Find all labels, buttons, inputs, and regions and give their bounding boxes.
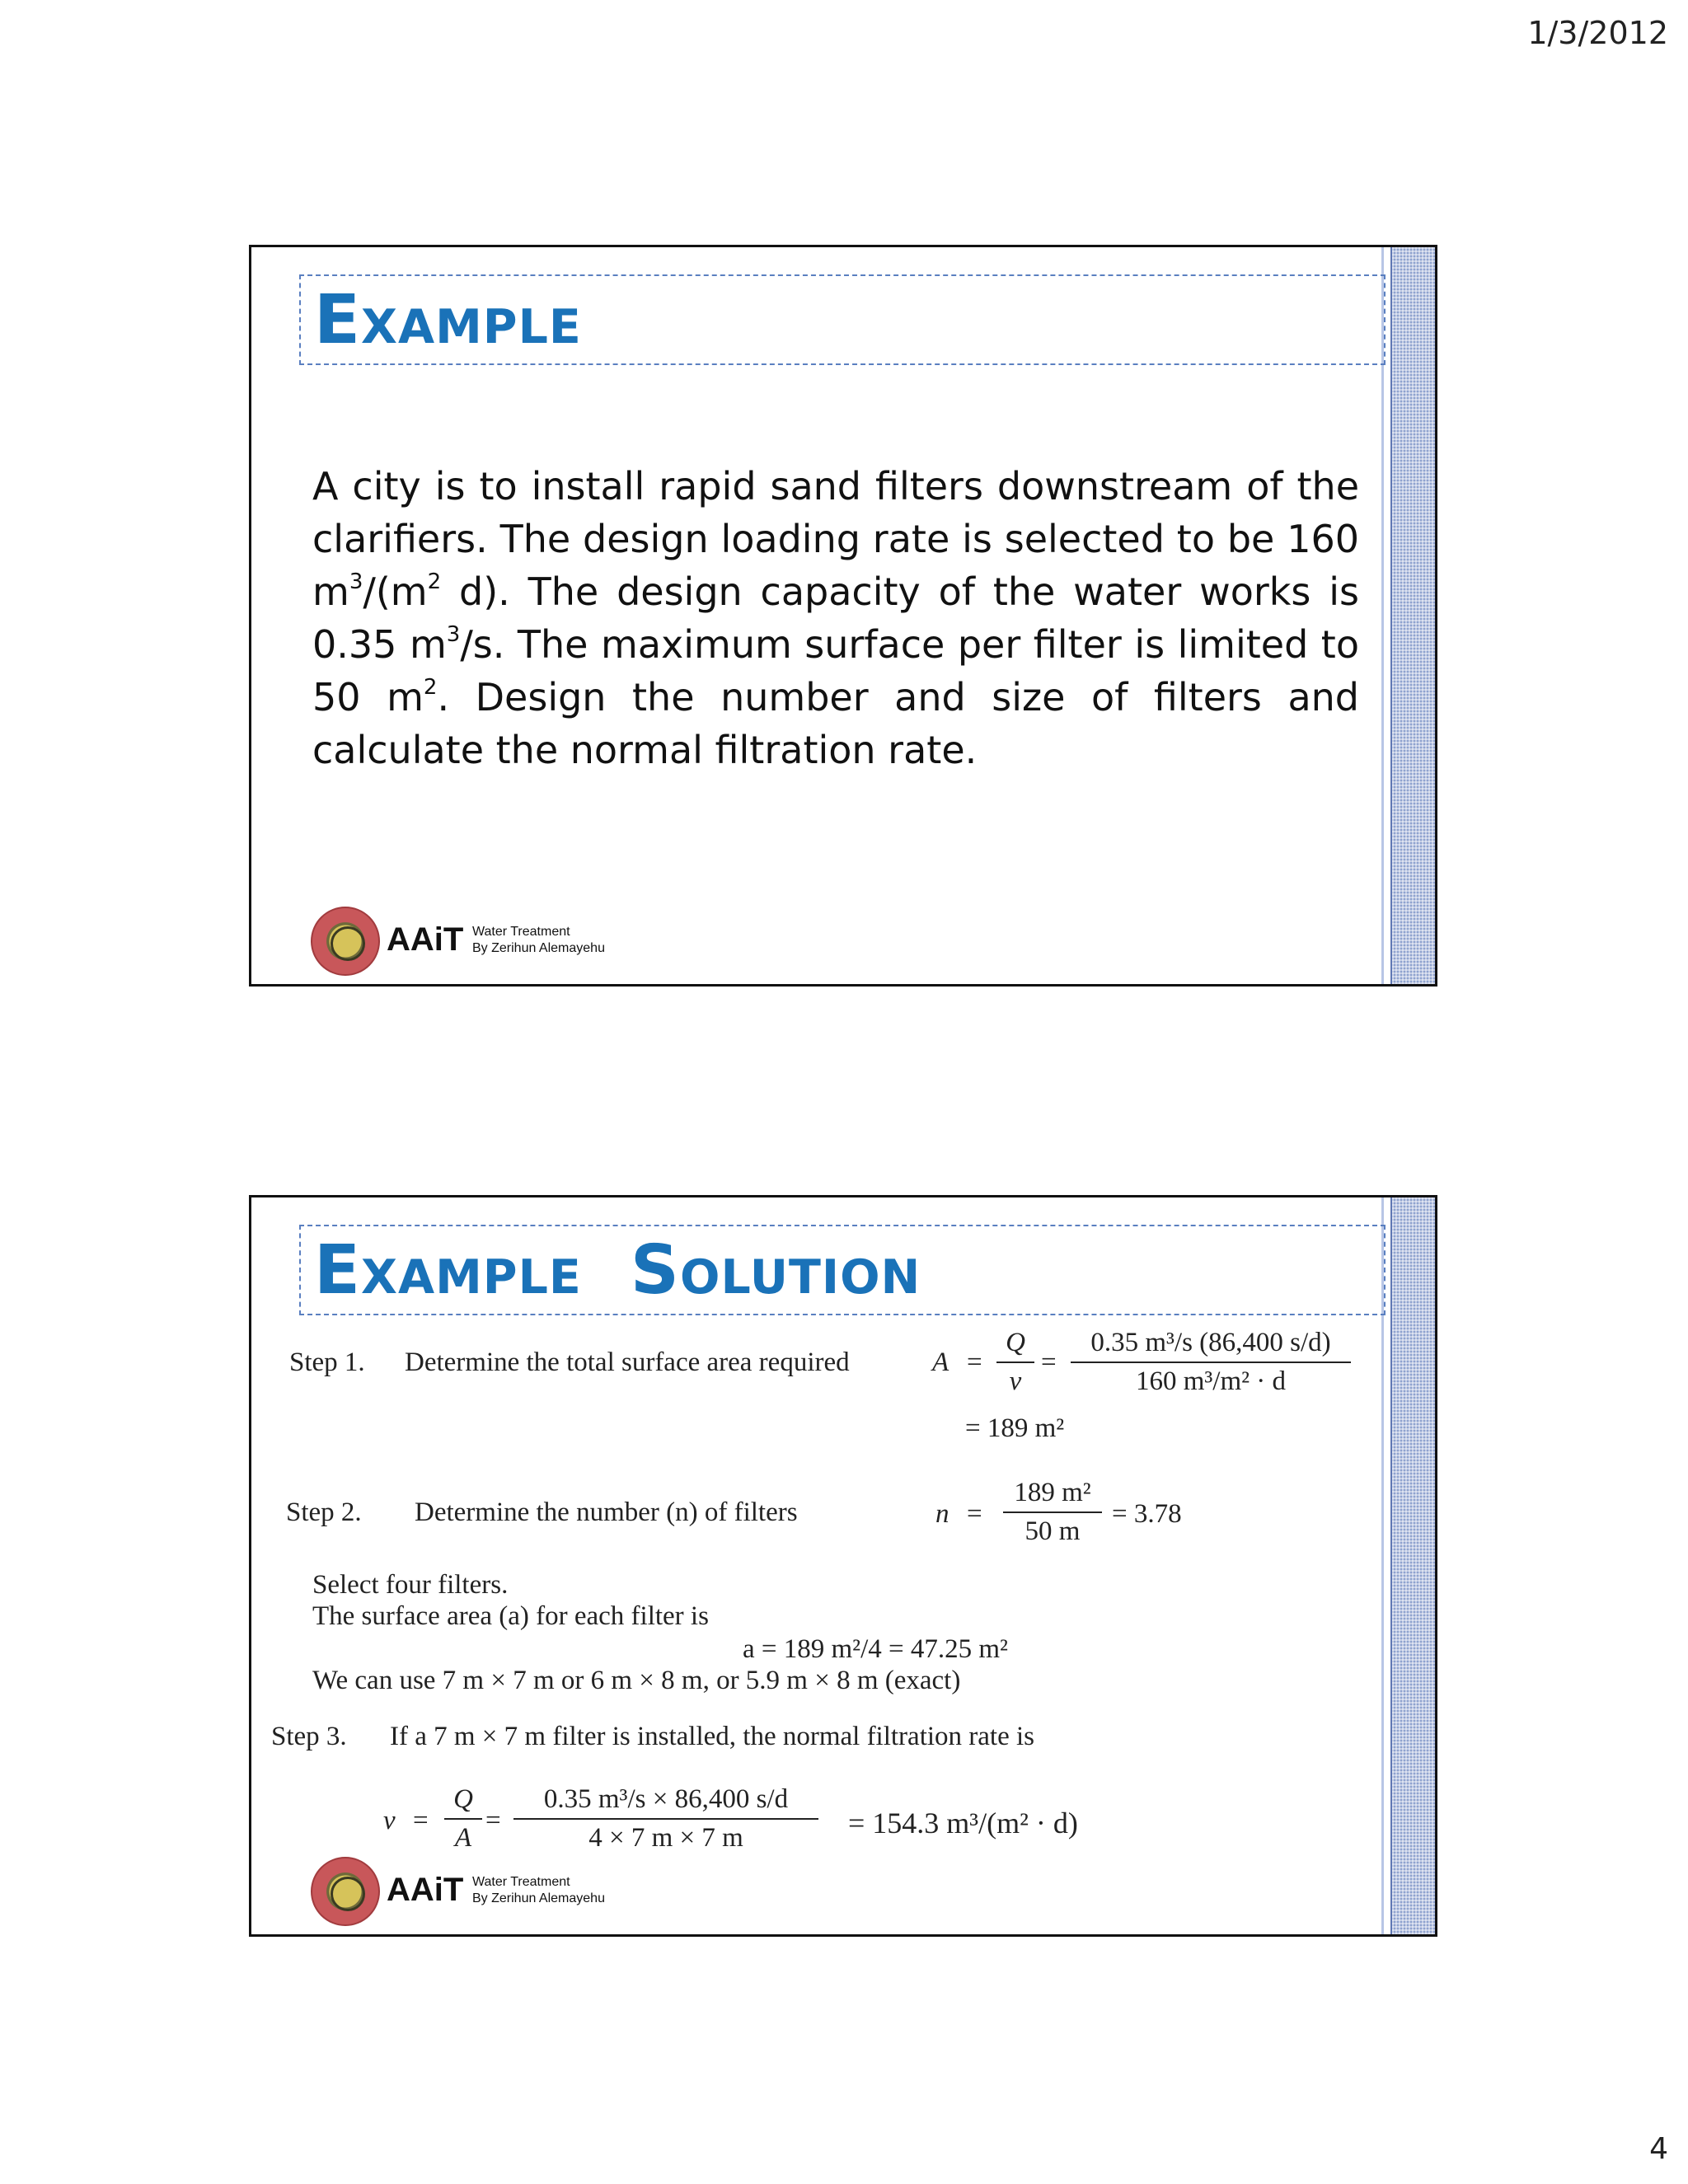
slide-title: Example Solution xyxy=(314,1231,921,1310)
step2-label: Step 2. xyxy=(286,1497,362,1527)
title-placeholder xyxy=(299,274,1386,365)
step1-result: = 189 m² xyxy=(965,1413,1065,1443)
step3-label: Step 3. xyxy=(271,1722,347,1751)
aait-seal-icon xyxy=(311,907,380,976)
step2-text: Determine the number (n) of filters xyxy=(415,1497,798,1527)
slide-example-solution xyxy=(249,1195,1437,1937)
slide-side-stripe xyxy=(1390,1197,1435,1934)
step3-fraction-values: $\frac{\text{0.35 m³/s × 86,400 s/d}}{4 \times 7 m \times 7 m}$ xyxy=(513,1784,818,1854)
surface-area-text: The surface area (a) for each filter is xyxy=(312,1601,709,1631)
step2-lhs: n xyxy=(935,1499,950,1529)
footer-course: Water Treatment xyxy=(472,1875,570,1889)
title-placeholder xyxy=(299,1225,1386,1315)
step1-fraction-values: $\frac{\text{0.35 m³/s (86,400 s/d)}}{\text{160 m³/m² · d}}$ xyxy=(1071,1328,1351,1397)
step1-eq: = xyxy=(967,1347,982,1377)
page-number: 4 xyxy=(1649,2132,1668,2166)
step3-result: = 154.3 m³/(m² · d) xyxy=(848,1807,1078,1840)
slide-title: Example xyxy=(314,281,582,359)
aait-seal-icon xyxy=(311,1857,380,1926)
step1-lhs: A xyxy=(932,1347,950,1377)
step1-label: Step 1. xyxy=(289,1347,365,1377)
step1-fraction-q-v: $\frac{Q}{v}$ xyxy=(996,1328,1034,1397)
step1-text: Determine the total surface area required xyxy=(405,1347,850,1377)
step3-fraction-q-a: $\frac{Q}{A}$ xyxy=(444,1784,482,1854)
step1-eq2: = xyxy=(1041,1347,1057,1377)
step3-eq: = xyxy=(413,1806,429,1835)
problem-statement: A city is to install rapid sand filters downstream of the clarifiers. The design loading rate is selected to be 160 $m^3/(m^2$ d). The design capacity of the water works is 0.35 $m^3/s$. The maximum surface per filter is limited to 50 $m^2$. Design the number and size of filters and calculate the normal filtration rate. xyxy=(312,464,1359,772)
surface-area-equation: a = 189 m²/4 = 47.25 m² xyxy=(743,1634,1008,1664)
footer-author: By Zerihun Alemayehu xyxy=(472,1891,605,1905)
slide-example xyxy=(249,245,1437,987)
slide-footer xyxy=(311,907,723,974)
footer-author: By Zerihun Alemayehu xyxy=(472,941,605,955)
filter-dimensions-text: We can use 7 m × 7 m or 6 m × 8 m, or 5.9 m × 8 m (exact) xyxy=(312,1666,961,1695)
slide-footer xyxy=(311,1857,723,1924)
footer-course: Water Treatment xyxy=(472,925,570,939)
select-filters-text: Select four filters. xyxy=(312,1570,509,1600)
step2-result: = 3.78 xyxy=(1112,1499,1182,1529)
footer-logo-text: AAiT xyxy=(387,1872,464,1908)
footer-logo-text: AAiT xyxy=(387,921,464,958)
step3-text: If a 7 m × 7 m filter is installed, the normal filtration rate is xyxy=(390,1722,1034,1751)
step3-eq2: = xyxy=(485,1806,501,1835)
step2-fraction: $\frac{\text{189 m²}}{50 m}$ xyxy=(1003,1478,1102,1547)
step3-lhs: v xyxy=(383,1806,396,1835)
slide-side-stripe xyxy=(1390,247,1435,984)
step2-eq: = xyxy=(967,1499,982,1529)
page-date: 1/3/2012 xyxy=(1527,15,1668,51)
